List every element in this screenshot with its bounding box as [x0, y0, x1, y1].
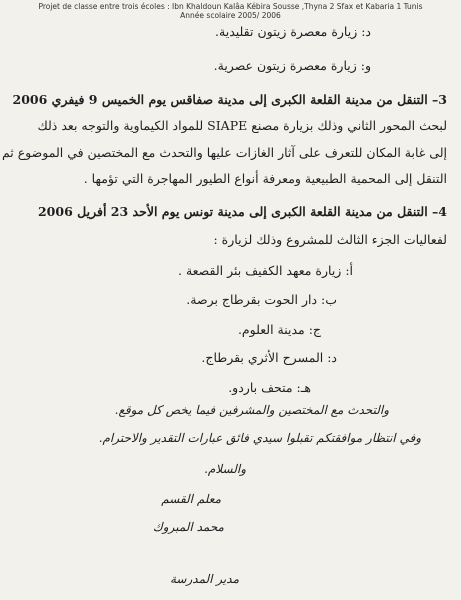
- paragraph-3-line-4: التنقل إلى المحمية الطبيعية ومعرفة أنواع الطيور المهاجرة التي تؤمها .: [83, 171, 447, 186]
- school-director-label: مدير المدرسة: [169, 572, 239, 586]
- closing-courtesy-line: وفي انتظار موافقتكم تقبلوا سيدي فائق عبارات التقدير والاحترام.: [98, 431, 421, 445]
- paragraph-3-line-1: 3– التنقل من مدينة القلعة الكبرى إلى مدينة صفاقس يوم الخميس 9 فيفري 2006: [12, 92, 447, 107]
- teacher-name-signature: محمد المبروك: [152, 520, 224, 534]
- teacher-title: معلم القسم: [161, 492, 221, 506]
- item-d-traditional-press: د: زيارة معصرة زيتون تقليدية.: [215, 24, 371, 39]
- visit-item-a: أ: زيارة معهد الكفيف بئر القصعة .: [178, 263, 353, 278]
- project-header: [10, 2, 451, 20]
- header-line-2: Année scolaire 2005/ 2006: [180, 11, 281, 20]
- header-line-1: Projet de classe entre trois écoles : Ibn Khaldoun Kalâa Kébira Sousse ,Thyna 2 Sfax et Kabaria 1 Tunis: [38, 2, 423, 11]
- paragraph-3-line-3: إلى غابة المكان للتعرف على آثار الغازات عليها والتحدث مع المختصين في الموضوع ثم: [1, 145, 447, 160]
- visit-item-h: هـ: متحف باردو.: [228, 380, 311, 395]
- talk-with-specialists-line: والتحدث مع المختصين والمشرفين فيما يخص كل موقع.: [114, 403, 389, 417]
- item-w-modern-press: و: زيارة معصرة زيتون عصرية.: [213, 58, 371, 73]
- paragraph-4-line-2: لفعاليات الجزء الثالث للمشروع وذلك لزيارة :: [213, 232, 447, 247]
- salutation: والسلام.: [204, 462, 246, 476]
- visit-item-d: د: المسرح الأثري بقرطاج.: [201, 350, 337, 365]
- paragraph-4-line-1: 4– التنقل من مدينة القلعة الكبرى إلى مدينة تونس يوم الأحد 23 أفريل 2006: [37, 204, 447, 219]
- visit-item-j: ج: مدينة العلوم.: [237, 322, 321, 337]
- visit-item-b: ب: دار الحوت بقرطاج برصة.: [186, 292, 337, 307]
- paragraph-3-line-2: لبحث المحور الثاني وذلك بزيارة مصنع SIAPE للمواد الكيماوية والتوجه بعد ذلك: [37, 118, 447, 133]
